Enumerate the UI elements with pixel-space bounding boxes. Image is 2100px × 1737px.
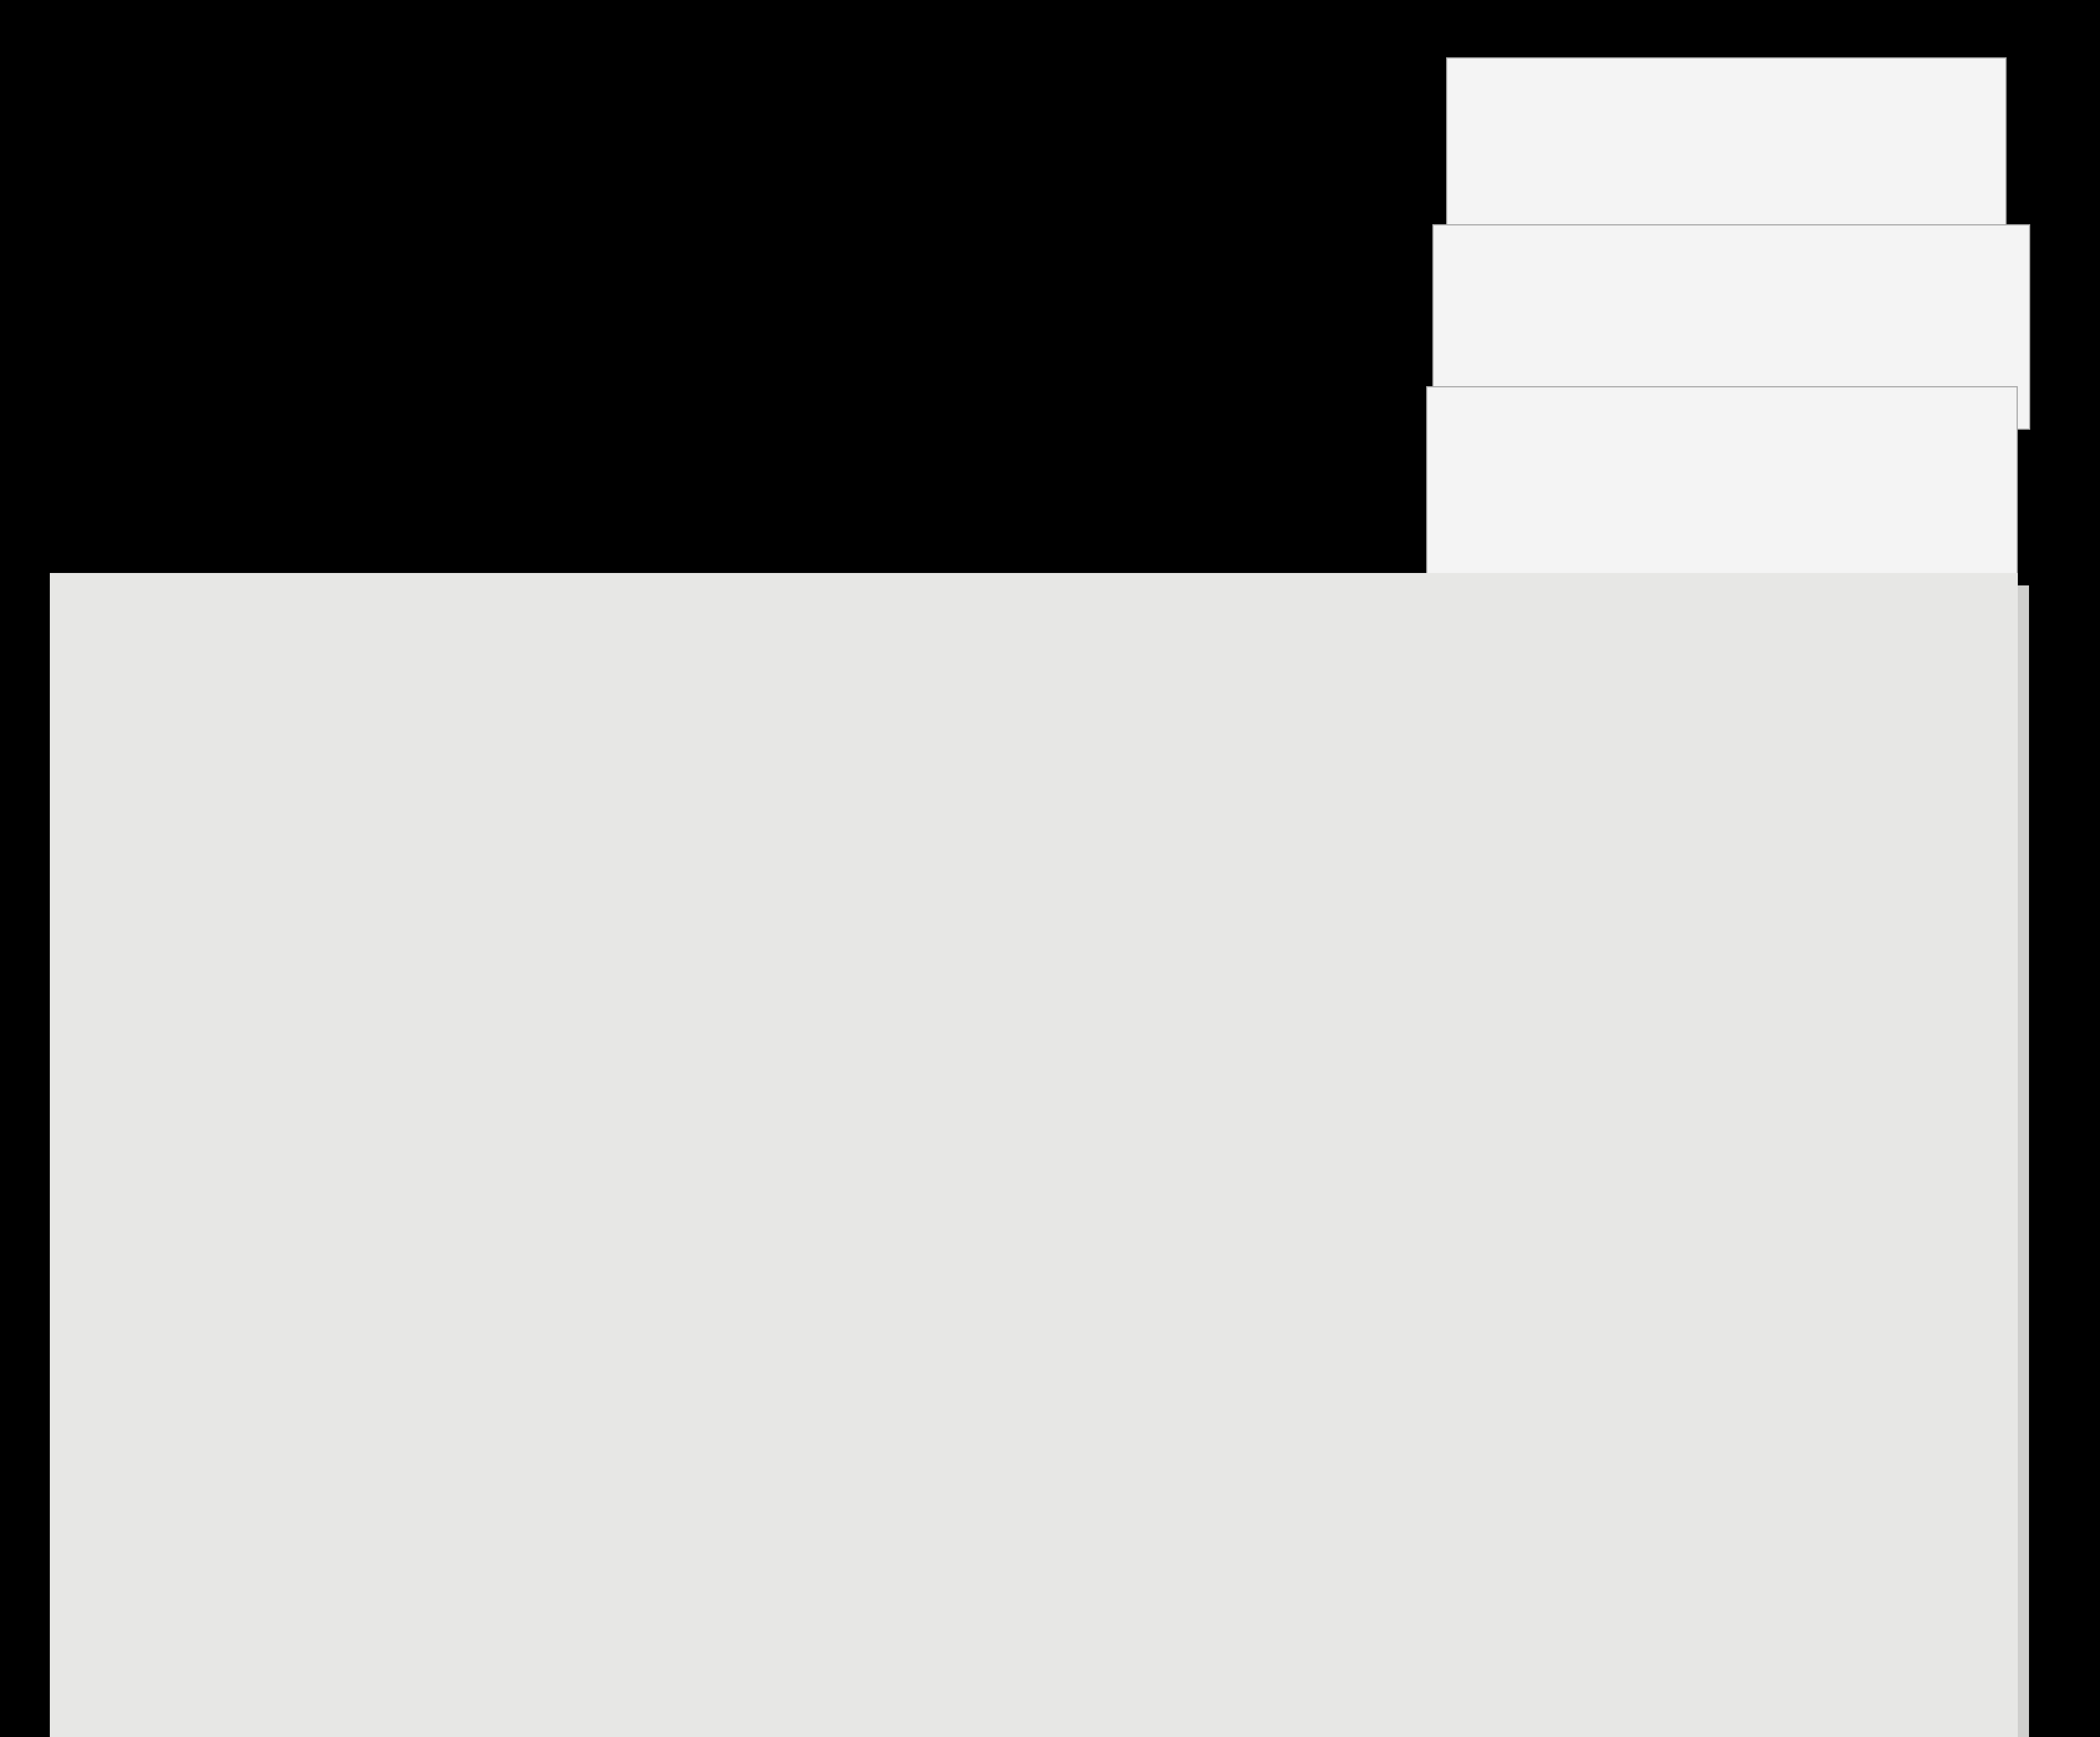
census-form-sheet [50,573,2018,1737]
damaged-label [1426,386,2018,592]
